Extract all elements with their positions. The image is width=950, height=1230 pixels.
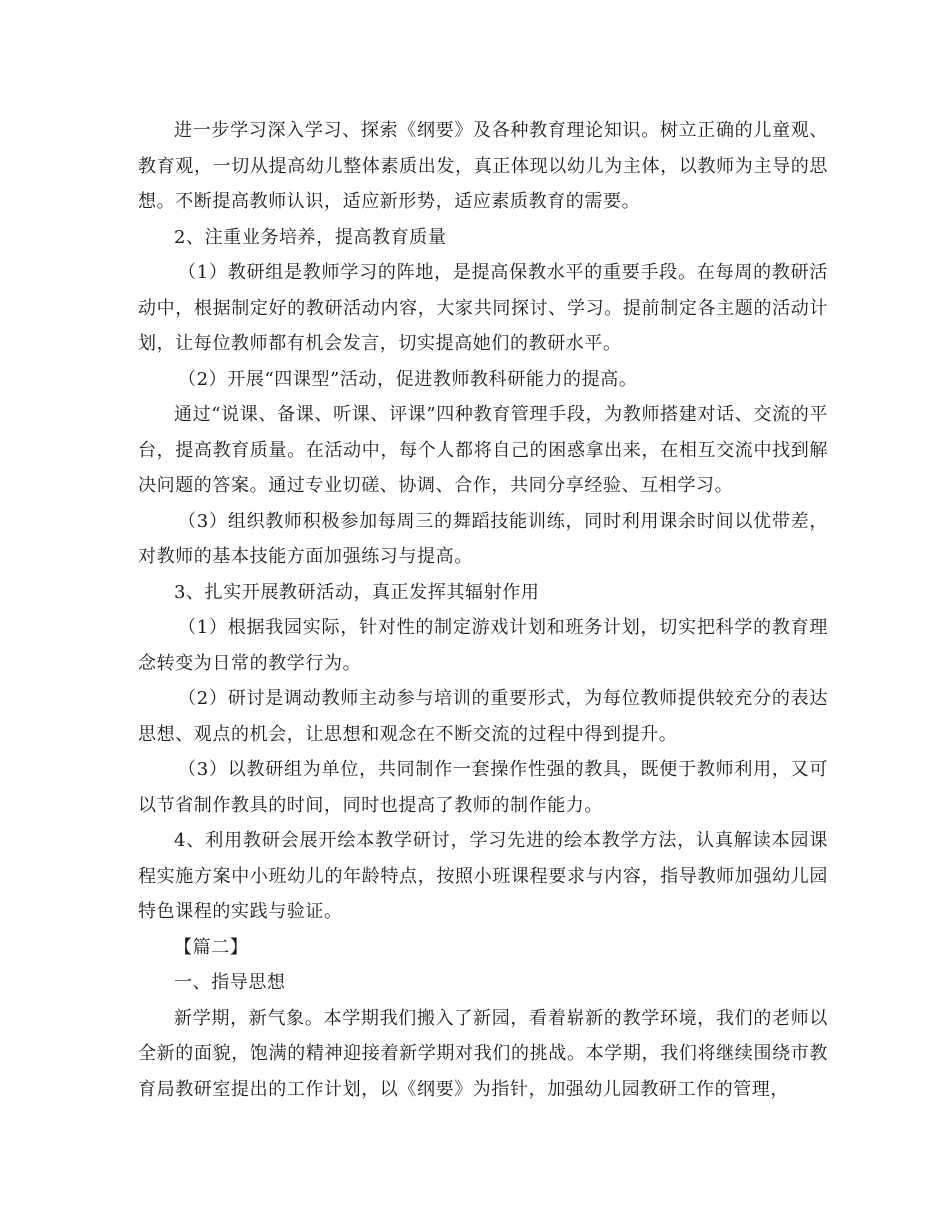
heading-guiding-ideology: 一、指导思想 <box>174 972 286 993</box>
paragraph-four-lesson-types: （2）开展“四课型”活动，促进教师教科研能力的提高。 <box>178 368 638 390</box>
paragraph-game-plan: （1）根据我园实际，针对性的制定游戏计划和班务计划，切实把科学的教育理念转变为日常的教学行为。 <box>138 617 828 674</box>
paragraph-study-outline: 进一步学习深入学习、探索《纲要》及各种教育理论知识。树立正确的儿童观、教育观，一切从提高幼儿整体素质出发，真正体现以幼儿为主体，以教师为主导的思想。不断提高教师认识，适应新形势，适应素质教育的需要。 <box>138 120 828 212</box>
paragraph-new-semester: 新学期，新气象。本学期我们搬入了新园，看着崭新的教学环境，我们的老师以全新的面貌，饱满的精神迎接着新学期对我们的挑战。本学期，我们将继续围绕市教育局教研室提出的工作计划，以《纲要》为指针，加强幼儿园教研工作的管理， <box>138 1007 828 1100</box>
paragraph-dance-training: （3）组织教师积极参加每周三的舞蹈技能训练，同时利用课余时间以优带差，对教师的基本技能方面加强练习与提高。 <box>138 510 828 567</box>
document-body <box>138 113 828 1107</box>
heading-research-activities: 3、扎实开展教研活动，真正发挥其辐射作用 <box>174 581 540 603</box>
heading-professional-training: 2、注重业务培养，提高教育质量 <box>174 226 447 248</box>
paragraph-lesson-management: 通过“说课、备课、听课、评课”四种教育管理手段，为教师搭建对话、交流的平台，提高教育质量。在活动中，每个人都将自己的困惑拿出来，在相互交流中找到解决问题的答案。通过专业切磋、协调、合作，共同分享经验、互相学习。 <box>138 404 828 496</box>
section-heading-part-two: 【篇二】 <box>174 936 249 958</box>
paragraph-discussion-form: （2）研讨是调动教师主动参与培训的重要形式，为每位教师提供较充分的表达思想、观点的机会，让思想和观念在不断交流的过程中得到提升。 <box>138 688 828 745</box>
paragraph-teaching-aids: （3）以教研组为单位，共同制作一套操作性强的教具，既便于教师利用，又可以节省制作教具的时间，同时也提高了教师的制作能力。 <box>138 759 828 816</box>
paragraph-picture-book-research: 4、利用教研会展开绘本教学研讨，学习先进的绘本教学方法，认真解读本园课程实施方案中小班幼儿的年龄特点，按照小班课程要求与内容，指导教师加强幼儿园特色课程的实践与验证。 <box>138 830 828 922</box>
paragraph-research-group: （1）教研组是教师学习的阵地，是提高保教水平的重要手段。在每周的教研活动中，根据制定好的教研活动内容，大家共同探讨、学习。提前制定各主题的活动计划，让每位教师都有机会发言，切实提高她们的教研水平。 <box>138 262 828 354</box>
